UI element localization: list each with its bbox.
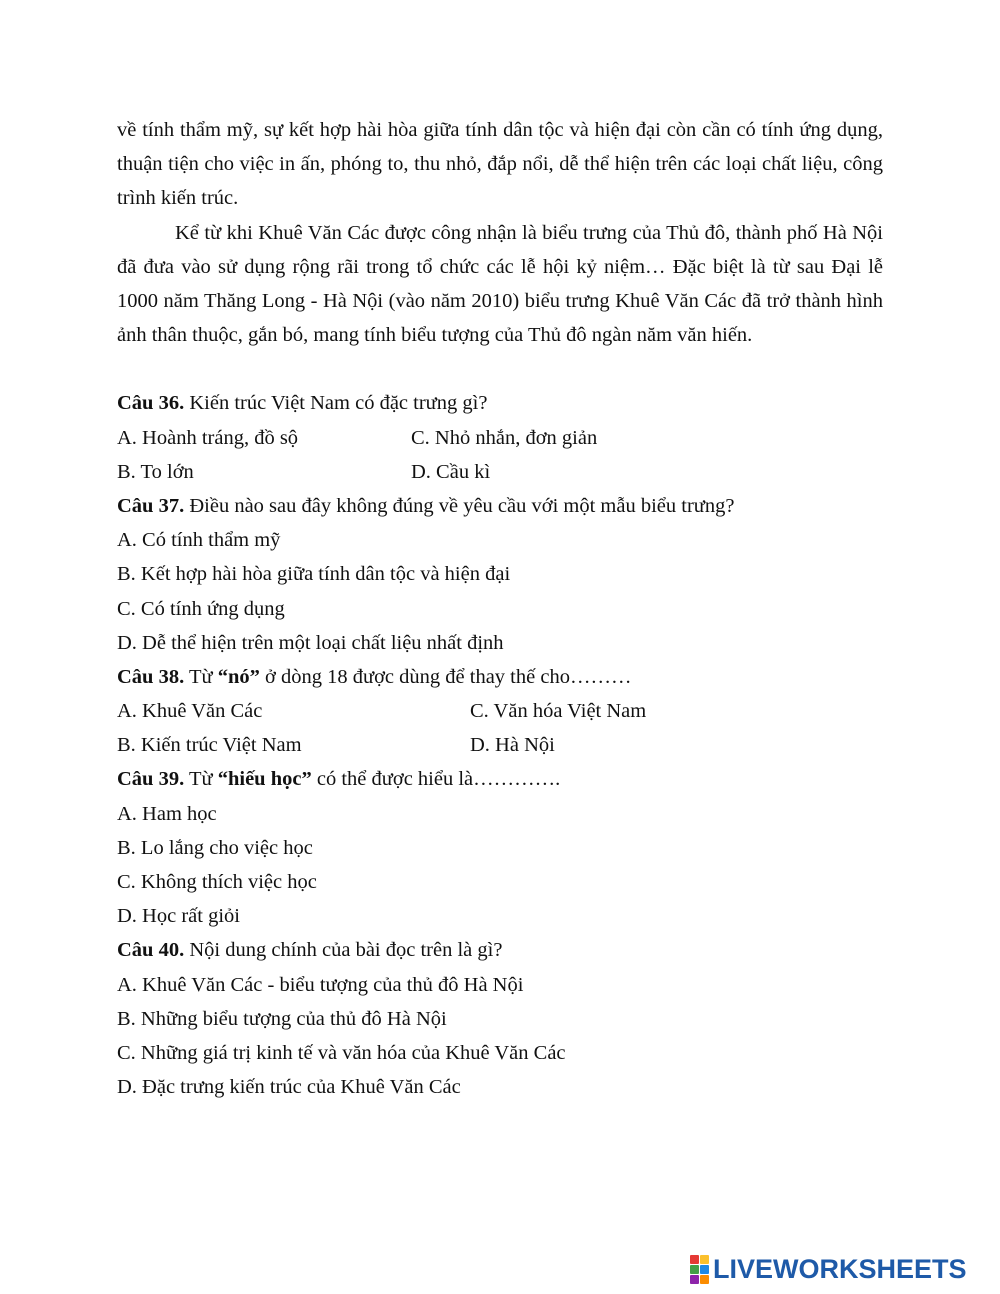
- question-37-label: Câu 37.: [117, 494, 185, 517]
- liveworksheets-logo-text: LIVEWORKSHEETS: [713, 1253, 967, 1284]
- q39-option-d[interactable]: D. Học rất giỏi: [117, 905, 240, 928]
- passage-paragraph-2: Kể từ khi Khuê Văn Các được công nhận là biểu trưng của Thủ đô, thành phố Hà Nội đã đưa vào sử dụng rộng rãi trong tổ chức các lễ hội kỷ niệm… Đặc biệt là từ sau Đại lễ 1000 năm Thăng Long - Hà Nội (vào năm 2010) biểu trưng Khuê Văn Các đã trở thành hình ảnh thân thuộc, gắn bó, mang tính biểu tượng của Thủ đô ngàn năm văn hiến.: [117, 221, 883, 347]
- q39-option-c[interactable]: C. Không thích việc học: [117, 871, 317, 894]
- q36-option-c[interactable]: C. Nhỏ nhắn, đơn giản: [411, 426, 598, 449]
- logo-mark-block: [690, 1255, 699, 1264]
- question-36: [117, 386, 883, 420]
- logo-mark-block: [690, 1265, 699, 1274]
- q39-option-a[interactable]: A. Ham học: [117, 802, 217, 825]
- q38-option-c[interactable]: C. Văn hóa Việt Nam: [470, 700, 647, 723]
- q40-option-b[interactable]: B. Những biểu tượng của thủ đô Hà Nội: [117, 1007, 447, 1030]
- question-36-label: Câu 36.: [117, 392, 185, 415]
- q38-option-a[interactable]: A. Khuê Văn Các: [117, 700, 263, 723]
- question-38-keyword: “nó”: [217, 665, 260, 688]
- q37-option-d[interactable]: D. Dễ thể hiện trên một loại chất liệu nhất định: [117, 631, 504, 654]
- q40-option-d[interactable]: D. Đặc trưng kiến trúc của Khuê Văn Các: [117, 1076, 461, 1099]
- question-37-text: Điều nào sau đây không đúng về yêu cầu với một mẫu biểu trưng?: [184, 494, 735, 517]
- logo-mark-block: [700, 1275, 709, 1284]
- q37-option-b[interactable]: B. Kết hợp hài hòa giữa tính dân tộc và hiện đại: [117, 563, 511, 586]
- liveworksheets-logo: [690, 1252, 967, 1286]
- logo-mark-block: [690, 1275, 699, 1284]
- passage-paragraph-1: về tính thẩm mỹ, sự kết hợp hài hòa giữa tính dân tộc và hiện đại còn cần có tính ứng dụng, thuận tiện cho việc in ấn, phóng to, thu nhỏ, đắp nổi, dễ thể hiện trên các loại chất liệu, công trình kiến trúc.: [117, 119, 883, 210]
- question-39-keyword: “hiếu học”: [217, 768, 312, 791]
- question-38-label: Câu 38.: [117, 665, 185, 688]
- question-40-label: Câu 40.: [117, 939, 185, 962]
- q36-option-d[interactable]: D. Cầu kì: [411, 460, 491, 483]
- q36-option-b[interactable]: B. To lớn: [117, 460, 194, 483]
- q37-option-c[interactable]: C. Có tính ứng dụng: [117, 597, 285, 620]
- q38-option-d[interactable]: D. Hà Nội: [470, 734, 555, 757]
- logo-mark-block: [700, 1255, 709, 1264]
- question-39: Câu 39. Từ “hiếu học” có thể được hiểu là………….: [117, 768, 561, 791]
- q39-option-b[interactable]: B. Lo lắng cho việc học: [117, 836, 313, 859]
- question-37: [117, 489, 883, 523]
- liveworksheets-logo-icon: [690, 1255, 709, 1284]
- q38-option-b[interactable]: B. Kiến trúc Việt Nam: [117, 734, 302, 757]
- worksheet-page: [117, 113, 883, 1104]
- question-39-label: Câu 39.: [117, 768, 185, 791]
- question-36-text: Kiến trúc Việt Nam có đặc trưng gì?: [184, 392, 488, 415]
- q36-option-a[interactable]: A. Hoành tráng, đồ sộ: [117, 426, 299, 449]
- q37-option-a[interactable]: A. Có tính thẩm mỹ: [117, 529, 281, 552]
- question-40-text: Nội dung chính của bài đọc trên là gì?: [184, 939, 503, 962]
- question-38: Câu 38. Từ “nó” ở dòng 18 được dùng để thay thế cho………: [117, 665, 632, 688]
- q40-option-c[interactable]: C. Những giá trị kinh tế và văn hóa của Khuê Văn Các: [117, 1041, 566, 1064]
- logo-mark-block: [700, 1265, 709, 1274]
- question-40: [117, 933, 883, 967]
- q40-option-a[interactable]: A. Khuê Văn Các - biểu tượng của thủ đô Hà Nội: [117, 973, 524, 996]
